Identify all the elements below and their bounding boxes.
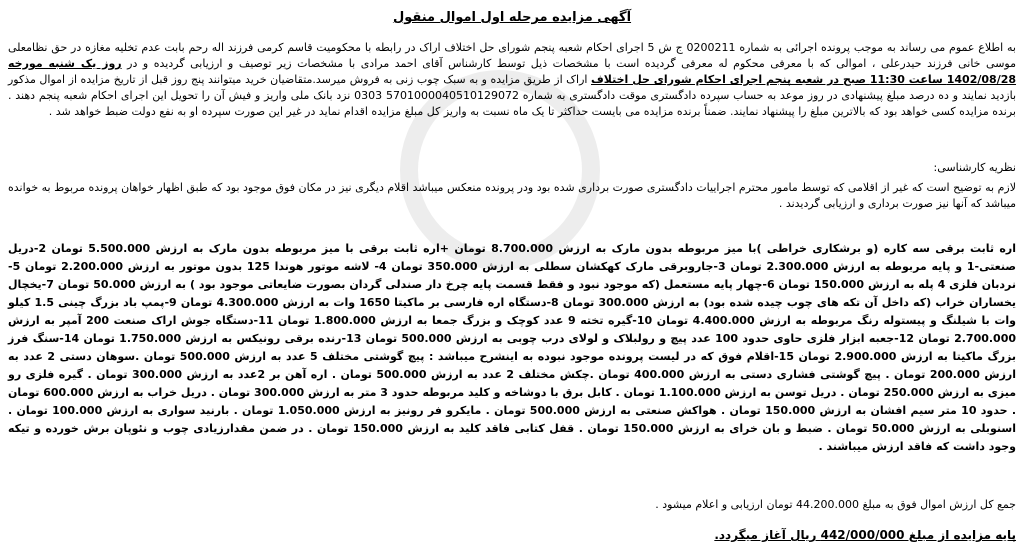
expert-heading: نظریه کارشناسی: bbox=[933, 161, 1016, 174]
items-paragraph: اره ثابت برقی سه کاره (و برشکاری خراطی )با میز مربوطه بدون مارک به ارزش 8.700.000 تومان +اره ثابت برقی با میز مربوطه بدون مارک به ارزش 5.500.000 تومان 2-دریل صنعتی-1 و پایه مربوطه به ارزش 2.300.000 تومان 3-جاروبرقی مارک کهکشان سطلی به ارزش 350.000 تومان 4- لاشه موتور هوندا 125 بدون موتور به ارزش 2.200.000 تومان 5-نردبان فلزی 4 پله به ارزش 150.000 تومان 6-چهار پایه مستعمل (که موجود نبود و فقط قسمت پایه چرخ دار صندلی گردان بصورت ضایعاتی موجود بود ) به ارزش 50.000 تومان 7-یخچال یخساران خراب (که داخل آن تکه های چوب چیده شده بود) به ارزش 300.000 تومان 8-دستگاه اره فارسی بر ماکیتا 1650 وات به ارزش 4.300.000 تومان 9-پمپ باد بزرگ چینی 1.5 کیلو وات با شیلنگ و پیستوله رنگ مربوطه به ارزش 4.400.000 تومان 10-گیره تخته 9 عدد کوچک و بزرگ جمعا به ارزش 1.800.000 تومان 11-دستگاه جوش اراک صنعت 200 آمپر به ارزش 2.700.000 تومان 12-جعبه ابزار فلزی حاوی حدود 100 عدد پیچ و رولبلاک و لولای درب چوبی به ارزش 500.000 تومان 13-رنده برقی رونیکس به ارزش 1.750.000 تومان 14-سنگ فرز بزرگ ماکیتا به ارزش 2.900.000 تومان 15-اقلام فوق که در لیست پرونده موجود نبوده به اینشرح میباشد : پیچ گوشتی مختلف 5 عدد به ارزش 500.000 تومان .سوهان دستی 2 عدد به ارزش 200.000 تومان . پیچ گوشتی فشاری دستی به ارزش 400.000 تومان .چکش مختلف 2 عدد به ارزش 500.000 تومان . اره آهن بر 2عدد به ارزش 300.000 تومان . گیره فلزی رو میزی به ارزش 250.000 تومان . دریل توسن به ارزش 1.100.000 تومان . کابل برق با دوشاخه و کلید مربوطه حدود 3 متر به ارزش 300.000 تومان . دریل خراب به ارزش 600.000 تومان . حدود 10 متر سیم افشان به ارزش 150.000 تومان . هواکش صنعتی به ارزش 500.000 تومان . مایکرو فر رونیز به ارزش 1.050.000 تومان . بارنید سواری به ارزش 100.000 تومان . اسنوبلی به ارزش 50.000 تومان . ضبط و بان خرای به ارزش 150.000 تومان . قفل کتابی فاقد کلید به ارزش 150.000 تومان . در ضمن مقدارزیادی چوب و نئوپان برش خورده و تیکه وجود داشت که فاقد ارزش میباشند . bbox=[8, 242, 1017, 453]
intro-paragraph bbox=[8, 40, 1016, 120]
auction-date: روز یک شنبه مورخه 1402/08/28 ساعت 11:30 صبح در شعبه پنجم اجرای احکام شورای حل اختلاف bbox=[8, 57, 1017, 86]
starting-price: پایه مزایده از مبلغ 442/000/000 ریال آغاز میگردد. bbox=[714, 528, 1016, 542]
intro-text-b: اراک از طریق مزایده و به سبک چوب زنی به فروش میرسد.متقاضیان خرید میتوانند پنج روز قبل از تاریخ مزایده از اموال مذکور بازدید نمایند و ده درصد مبلغ پیشنهادی در روز موعد به حساب سپرده دادگستری موقت دادگستری به شماره 5701000040510129072 0303 نزد بانک ملی واریز و فیش آن را تحویل این اجرای احکام شعبه پنجم دهند . برنده مزایده کسی خواهد بود که بالاترین مبلغ را پیشنهاد نمایند. ضمناً برنده مزایده می بایست حداکثر تا یک ماه نسبت به واریز کل مبلغ مزایده اقدام نماید در غیر این صورت سپرده او به نفع دولت ضبط خواهد شد . bbox=[8, 73, 1017, 118]
expert-paragraph: لازم به توضیح است که غیر از اقلامی که توسط مامور محترم اجراییات دادگستری صورت برداری شده بود ودر پرونده منعکس میباشد اقلام دیگری نیز در مکان فوق موجود بود که طبق اظهار خواهان پرونده مربوط به خوانده میباشد که آنها نیز صورت برداری و ارزیابی گردیدند . bbox=[8, 181, 1016, 210]
total-value: جمع کل ارزش اموال فوق به مبلغ 44.200.000 تومان ارزیابی و اعلام میشود . bbox=[655, 498, 1016, 511]
intro-text-a: به اطلاع عموم می رساند به موجب پرونده اجرائی به شماره 0200211 ج ش 5 اجرای احکام شعبه پنجم شورای حل اختلاف اراک در رابطه با محکومیت قاسم کرمی فرزند اله رحم بابت عدم تخلیه مغازه در حق نظامعلی موسی خانی فرزند حیدرعلی ، اموالی که با معرفی محکوم له معرفی گردیده است با مشخصات ذیل توسط کارشناس آقای احمد مرادی با مشخصات زیر توصیف و ارزیابی گردیده و در bbox=[8, 41, 1016, 70]
notice-title: آگهی مزایده مرحله اول اموال منقول bbox=[392, 10, 632, 25]
